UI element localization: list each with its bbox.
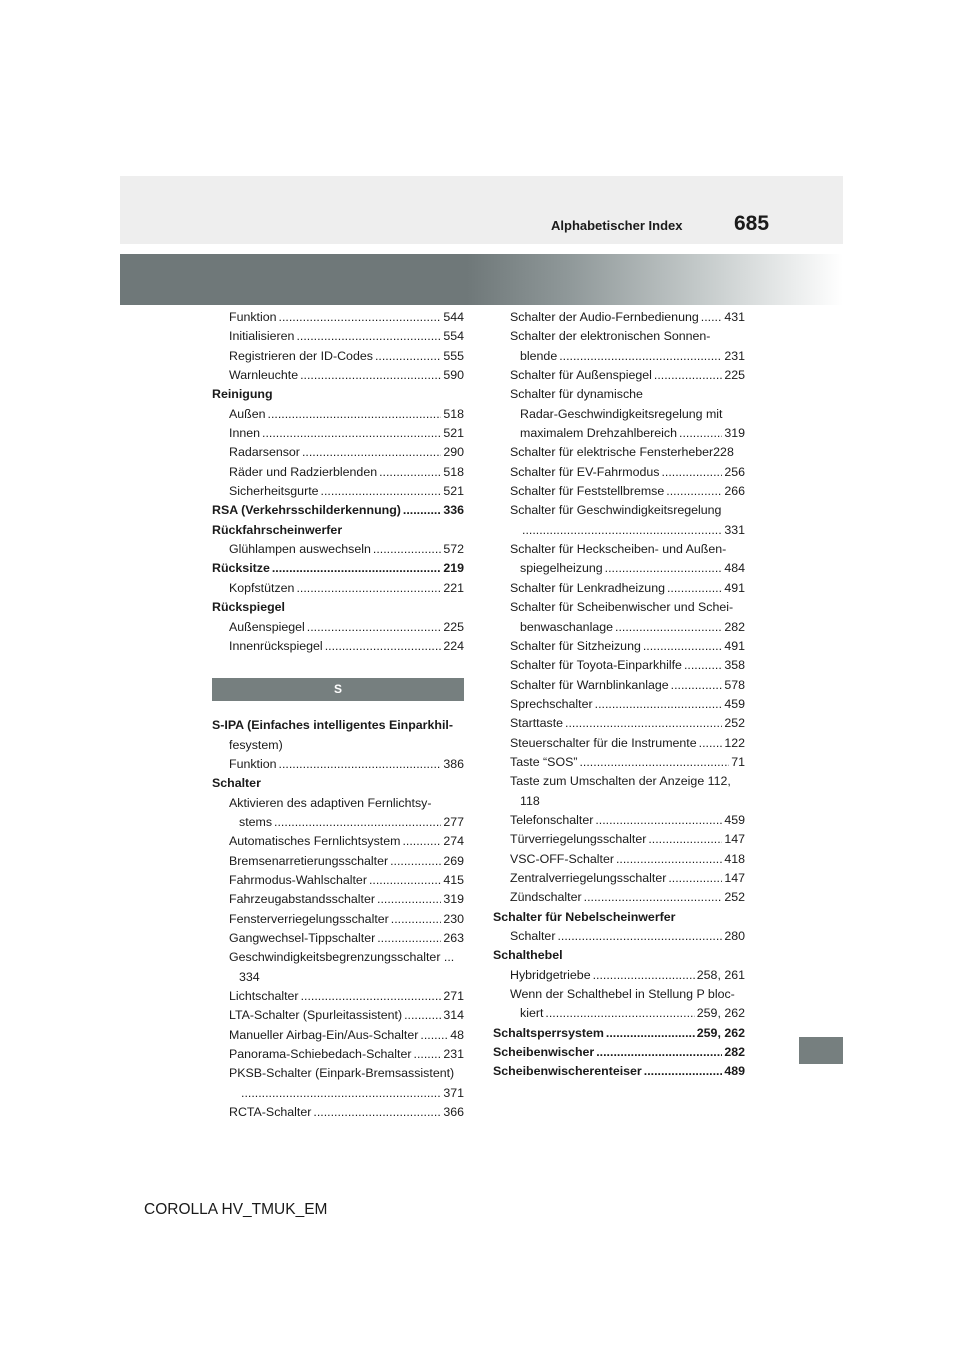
page-reference: 277	[443, 814, 464, 829]
index-main-entry	[212, 598, 464, 617]
index-sub-entry	[493, 869, 745, 888]
page-reference: 259, 262	[696, 1006, 745, 1021]
entry-label: Türverriegelungsschalter	[510, 832, 647, 847]
page-reference: 521	[443, 426, 464, 441]
dot-leader	[579, 753, 729, 772]
index-main-entry	[493, 1062, 745, 1081]
index-sub-entry	[212, 987, 464, 1006]
index-sub-entry	[212, 637, 464, 656]
entry-label: benwaschanlage	[520, 619, 614, 634]
index-sub-entry	[493, 443, 745, 462]
dot-leader	[301, 987, 442, 1006]
index-sub-entry	[493, 366, 745, 385]
index-sub-entry	[493, 405, 745, 424]
chapter-tab-marker	[799, 1037, 843, 1064]
entry-label: Schalter	[212, 776, 261, 791]
index-sub-entry	[493, 830, 745, 849]
dot-leader	[274, 813, 441, 832]
index-sub-entry	[212, 443, 464, 462]
entry-label: S-IPA (Einfaches intelligentes Einparkhil-	[212, 718, 453, 733]
dot-leader	[668, 869, 722, 888]
entry-label: Initialisieren	[229, 329, 295, 344]
index-sub-entry	[212, 755, 464, 774]
dot-leader	[279, 755, 442, 774]
entry-label: Schalter für Feststellbremse	[510, 484, 665, 499]
entry-label: Radarsensor	[229, 445, 300, 460]
index-sub-entry	[212, 347, 464, 366]
dot-leader	[325, 637, 442, 656]
entry-label: Schalthebel	[493, 948, 563, 963]
page-reference: 518	[443, 464, 464, 479]
section-letter-header: S	[212, 678, 464, 701]
index-main-entry	[493, 1043, 745, 1062]
entry-label: Starttaste	[510, 716, 564, 731]
entry-label: Schalter für Lenkradheizung	[510, 580, 665, 595]
dot-leader	[616, 850, 722, 869]
page-reference: 386	[443, 756, 464, 771]
page-reference: 259, 262	[696, 1025, 745, 1040]
dot-leader	[369, 871, 441, 890]
page-reference: 147	[724, 832, 745, 847]
index-sub-entry	[493, 1004, 745, 1023]
page-reference: 544	[443, 310, 464, 324]
section-gap	[212, 656, 464, 678]
entry-label: Registrieren der ID-Codes	[229, 348, 373, 363]
dot-leader	[402, 832, 441, 851]
page-reference: 252	[724, 716, 745, 731]
page-reference: 491	[724, 580, 745, 595]
page-reference: 274	[443, 834, 464, 849]
page-reference: 231	[443, 1047, 464, 1062]
entry-label: Fahrmodus-Wahlschalter	[229, 872, 367, 887]
index-sub-entry	[212, 327, 464, 346]
dot-leader	[390, 852, 441, 871]
entry-label: Schalter für Nebelscheinwerfer	[493, 909, 676, 924]
dot-leader	[373, 540, 441, 559]
index-sub-entry	[493, 966, 745, 985]
index-sub-entry	[212, 482, 464, 501]
index-sub-entry	[212, 1084, 464, 1103]
entry-label: Schalter für Warnblinkanlage	[510, 677, 669, 692]
entry-label: 118	[520, 793, 540, 808]
entry-label: Fensterverriegelungsschalter	[229, 911, 389, 926]
dot-leader	[699, 734, 723, 753]
index-sub-entry	[493, 792, 745, 811]
dot-leader	[666, 482, 722, 501]
entry-label: Funktion	[229, 310, 277, 324]
entry-label: Funktion	[229, 756, 277, 771]
page-reference: 336	[443, 503, 464, 518]
dot-leader	[379, 463, 441, 482]
index-sub-entry	[493, 347, 745, 366]
page-reference: 221	[443, 580, 464, 595]
index-sub-entry	[212, 929, 464, 948]
page-reference: 225	[724, 368, 745, 383]
entry-label: blende	[520, 348, 558, 363]
page-reference: 263	[443, 930, 464, 945]
page-reference: 554	[443, 329, 464, 344]
dot-leader	[596, 1043, 722, 1062]
page-reference: 271	[443, 989, 464, 1003]
index-sub-entry	[493, 482, 745, 501]
dot-leader	[557, 927, 722, 946]
entry-label: LTA-Schalter (Spurleitassistent)	[229, 1008, 403, 1023]
page-reference: 459	[724, 696, 745, 711]
dot-leader	[593, 966, 695, 985]
entry-label: Lichtschalter	[229, 989, 299, 1003]
dot-leader	[296, 327, 441, 346]
page-reference: 258, 261	[696, 967, 745, 982]
index-main-entry	[493, 908, 745, 927]
header-gradient-band	[120, 254, 843, 305]
dot-leader	[321, 482, 442, 501]
index-sub-entry	[493, 598, 745, 617]
dot-leader	[307, 618, 442, 637]
entry-label: Schalter für Geschwindigkeitsregelung	[510, 503, 722, 518]
page-reference: 431	[724, 310, 745, 324]
dot-leader	[565, 714, 722, 733]
dot-leader	[606, 1024, 695, 1043]
entry-label: Schaltsperrsystem	[493, 1025, 604, 1040]
entry-label: Schalter für Scheibenwischer und Schei-	[510, 600, 734, 615]
entry-label: Schalter	[510, 929, 556, 943]
index-sub-entry	[493, 656, 745, 675]
index-sub-entry	[212, 794, 464, 813]
entry-label: Scheibenwischer	[493, 1045, 595, 1060]
index-main-entry	[212, 716, 464, 735]
page-reference: 266	[724, 484, 745, 499]
dot-leader	[671, 676, 723, 695]
entry-label: Bremsenarretierungsschalter	[229, 853, 389, 868]
index-sub-entry	[493, 327, 745, 346]
index-sub-entry	[212, 871, 464, 890]
dot-leader	[241, 1084, 441, 1103]
page-reference: 489	[724, 1064, 745, 1079]
dot-leader	[654, 366, 722, 385]
page-reference: 282	[724, 1045, 745, 1060]
page-reference: 555	[443, 348, 464, 363]
page-reference: 491	[724, 638, 745, 653]
index-sub-entry	[212, 1026, 464, 1045]
page-reference: 459	[724, 812, 745, 827]
dot-leader	[667, 579, 722, 598]
footer-model-code: COROLLA HV_TMUK_EM	[144, 1201, 328, 1218]
entry-label: Räder und Radzierblenden	[229, 464, 378, 479]
entry-label: Schalter für Außenspiegel	[510, 368, 652, 383]
dot-leader	[701, 308, 723, 327]
page-reference: 319	[443, 892, 464, 907]
index-sub-entry	[212, 890, 464, 909]
page-reference: 290	[443, 445, 464, 460]
entry-label: Schalter für dynamische	[510, 387, 643, 402]
entry-label: Rückspiegel	[212, 600, 285, 615]
page-reference: 358	[724, 658, 745, 673]
dot-leader	[377, 890, 441, 909]
entry-label: Sprechschalter	[510, 696, 593, 711]
index-sub-entry	[493, 695, 745, 714]
entry-label: Gangwechsel-Tippschalter	[229, 930, 376, 945]
entry-label: Radar-Geschwindigkeitsregelung mit	[520, 406, 723, 421]
page-reference: 314	[443, 1008, 464, 1023]
page-reference: 256	[724, 464, 745, 479]
entry-label: Geschwindigkeitsbegrenzungsschalter ...	[229, 950, 455, 965]
entry-label: Automatisches Fernlichtsystem	[229, 834, 401, 849]
dot-leader	[559, 347, 722, 366]
index-sub-entry	[212, 308, 464, 327]
dot-leader	[644, 1062, 723, 1081]
dot-leader	[377, 929, 441, 948]
page-reference: 521	[443, 484, 464, 499]
page-reference: 484	[724, 561, 745, 576]
dot-leader	[262, 424, 441, 443]
entry-label: Warnleuchte	[229, 368, 299, 383]
index-sub-entry	[493, 618, 745, 637]
index-sub-entry	[493, 850, 745, 869]
index-sub-entry	[493, 521, 745, 540]
dot-leader	[595, 811, 722, 830]
page-reference: 252	[724, 890, 745, 905]
dot-leader	[300, 366, 441, 385]
index-column-left	[212, 308, 464, 1122]
index-sub-entry	[493, 676, 745, 695]
dot-leader	[605, 559, 723, 578]
dot-leader	[584, 888, 723, 907]
page-reference: 331	[724, 522, 745, 537]
entry-label: Schalter der elektronischen Sonnen-	[510, 329, 711, 344]
entry-label: Schalter für EV-Fahrmodus	[510, 464, 660, 479]
page-reference: 224	[443, 638, 464, 653]
index-sub-entry	[493, 559, 745, 578]
entry-label: Fahrzeugabstandsschalter	[229, 892, 376, 907]
dot-leader	[268, 405, 442, 424]
entry-label: Manueller Airbag-Ein/Aus-Schalter	[229, 1027, 419, 1042]
page-reference: 269	[443, 853, 464, 868]
index-sub-entry	[212, 1064, 464, 1083]
index-sub-entry	[212, 1006, 464, 1025]
dot-leader	[404, 1006, 441, 1025]
dot-leader	[296, 579, 441, 598]
page-reference: 578	[724, 677, 745, 692]
dot-leader	[661, 463, 722, 482]
entry-label: Außen	[229, 406, 266, 421]
index-sub-entry	[493, 385, 745, 404]
entry-label: Taste zum Umschalten der Anzeige 112,	[510, 774, 731, 789]
dot-leader	[302, 443, 441, 462]
index-sub-entry	[212, 832, 464, 851]
page-reference: 71	[731, 754, 745, 769]
entry-label: Taste “SOS”	[510, 754, 578, 769]
entry-label: Rücksitze	[212, 561, 270, 576]
index-sub-entry	[212, 405, 464, 424]
entry-label: Innen	[229, 426, 261, 441]
entry-label: Sicherheitsgurte	[229, 484, 319, 499]
dot-leader	[522, 521, 722, 540]
entry-label: Wenn der Schalthebel in Stellung P bloc-	[510, 987, 735, 1002]
header-section-title: Alphabetischer Index	[551, 218, 683, 233]
page-reference: 415	[443, 872, 464, 887]
entry-label: VSC-OFF-Schalter	[510, 851, 614, 866]
index-main-entry	[212, 385, 464, 404]
index-sub-entry	[212, 366, 464, 385]
dot-leader	[420, 1026, 448, 1045]
entry-label: 334	[239, 969, 260, 984]
index-sub-entry	[493, 540, 745, 559]
entry-label: PKSB-Schalter (Einpark-Bremsassistent)	[229, 1066, 455, 1081]
entry-label: Schalter für Toyota-Einparkhilfe	[510, 658, 682, 673]
entry-label: stems	[239, 814, 273, 829]
entry-label: Schalter für elektrische Fensterheber228	[510, 445, 734, 460]
dot-leader	[279, 308, 442, 327]
dot-leader	[272, 559, 441, 578]
page-reference: 371	[443, 1085, 464, 1100]
index-sub-entry	[212, 1045, 464, 1064]
entry-label: Schalter für Sitzheizung	[510, 638, 641, 653]
entry-label: Reinigung	[212, 387, 273, 402]
page-reference: 366	[443, 1105, 464, 1120]
entry-label: Panorama-Schiebedach-Schalter	[229, 1047, 412, 1062]
index-main-entry	[212, 521, 464, 540]
entry-label: Schalter für Heckscheiben- und Außen-	[510, 542, 727, 557]
dot-leader	[615, 618, 722, 637]
entry-label: Schalter der Audio-Fernbedienung	[510, 310, 699, 324]
entry-label: Außenspiegel	[229, 619, 305, 634]
page-reference: 231	[724, 348, 745, 363]
index-sub-entry	[493, 811, 745, 830]
index-sub-entry	[212, 579, 464, 598]
index-main-entry	[212, 736, 464, 755]
index-sub-entry	[212, 813, 464, 832]
entry-label: Innenrückspiegel	[229, 638, 323, 653]
entry-label: Rückfahrscheinwerfer	[212, 522, 343, 537]
page-reference: 219	[443, 561, 464, 576]
entry-label: Steuerschalter für die Instrumente	[510, 735, 697, 750]
entry-label: Zentralverriegelungsschalter	[510, 870, 667, 885]
page-reference: 518	[443, 406, 464, 421]
dot-leader	[391, 910, 442, 929]
page-reference: 48	[450, 1027, 464, 1042]
index-sub-entry	[493, 579, 745, 598]
index-sub-entry	[493, 637, 745, 656]
entry-label: Aktivieren des adaptiven Fernlichtsy-	[229, 795, 432, 810]
entry-label: Kopfstützen	[229, 580, 295, 595]
index-sub-entry	[212, 1103, 464, 1122]
index-sub-entry	[212, 618, 464, 637]
page-reference: 282	[724, 619, 745, 634]
entry-label: RSA (Verkehrsschilderkennung)	[212, 503, 401, 518]
page-reference: 418	[724, 851, 745, 866]
index-column-right	[493, 308, 745, 1082]
index-sub-entry	[212, 424, 464, 443]
dot-leader	[684, 656, 722, 675]
page-reference: 280	[724, 929, 745, 943]
page-reference: 230	[443, 911, 464, 926]
entry-label: Zündschalter	[510, 890, 582, 905]
index-sub-entry	[493, 772, 745, 791]
index-sub-entry	[212, 540, 464, 559]
page-reference: 572	[443, 542, 464, 557]
index-sub-entry	[493, 734, 745, 753]
index-sub-entry	[212, 968, 464, 987]
page-number: 685	[734, 212, 770, 235]
page-reference: 319	[724, 426, 745, 441]
index-main-entry	[212, 559, 464, 578]
entry-label: RCTA-Schalter	[229, 1105, 312, 1120]
index-sub-entry	[212, 910, 464, 929]
entry-label: spiegelheizung	[520, 561, 603, 576]
entry-label: Scheibenwischerenteiser	[493, 1064, 642, 1079]
entry-label: Telefonschalter	[510, 812, 594, 827]
entry-label: Glühlampen auswechseln	[229, 542, 371, 557]
dot-leader	[313, 1103, 441, 1122]
index-sub-entry	[493, 714, 745, 733]
index-main-entry	[493, 946, 745, 965]
dot-leader	[545, 1004, 694, 1023]
index-sub-entry	[212, 463, 464, 482]
index-main-entry	[212, 501, 464, 520]
index-sub-entry	[493, 463, 745, 482]
index-sub-entry	[493, 424, 745, 443]
index-main-entry	[212, 774, 464, 793]
index-sub-entry	[493, 888, 745, 907]
index-main-entry	[493, 1024, 745, 1043]
page-reference: 225	[443, 619, 464, 634]
page-reference: 147	[724, 870, 745, 885]
page-reference: 122	[724, 735, 745, 750]
dot-leader	[643, 637, 722, 656]
dot-leader	[648, 830, 722, 849]
dot-leader	[595, 695, 723, 714]
index-sub-entry	[493, 501, 745, 520]
entry-label: kiert	[520, 1006, 544, 1021]
index-sub-entry	[493, 927, 745, 946]
dot-leader	[403, 501, 441, 520]
page-reference: 590	[443, 368, 464, 383]
dot-leader	[679, 424, 722, 443]
index-sub-entry	[493, 308, 745, 327]
entry-label: Hybridgetriebe	[510, 967, 591, 982]
dot-leader	[375, 347, 441, 366]
index-sub-entry	[212, 948, 464, 967]
index-sub-entry	[493, 753, 745, 772]
index-sub-entry	[212, 852, 464, 871]
index-sub-entry	[493, 985, 745, 1004]
entry-label: maximalem Drehzahlbereich	[520, 426, 678, 441]
dot-leader	[414, 1045, 442, 1064]
entry-label: fesystem)	[229, 737, 283, 752]
